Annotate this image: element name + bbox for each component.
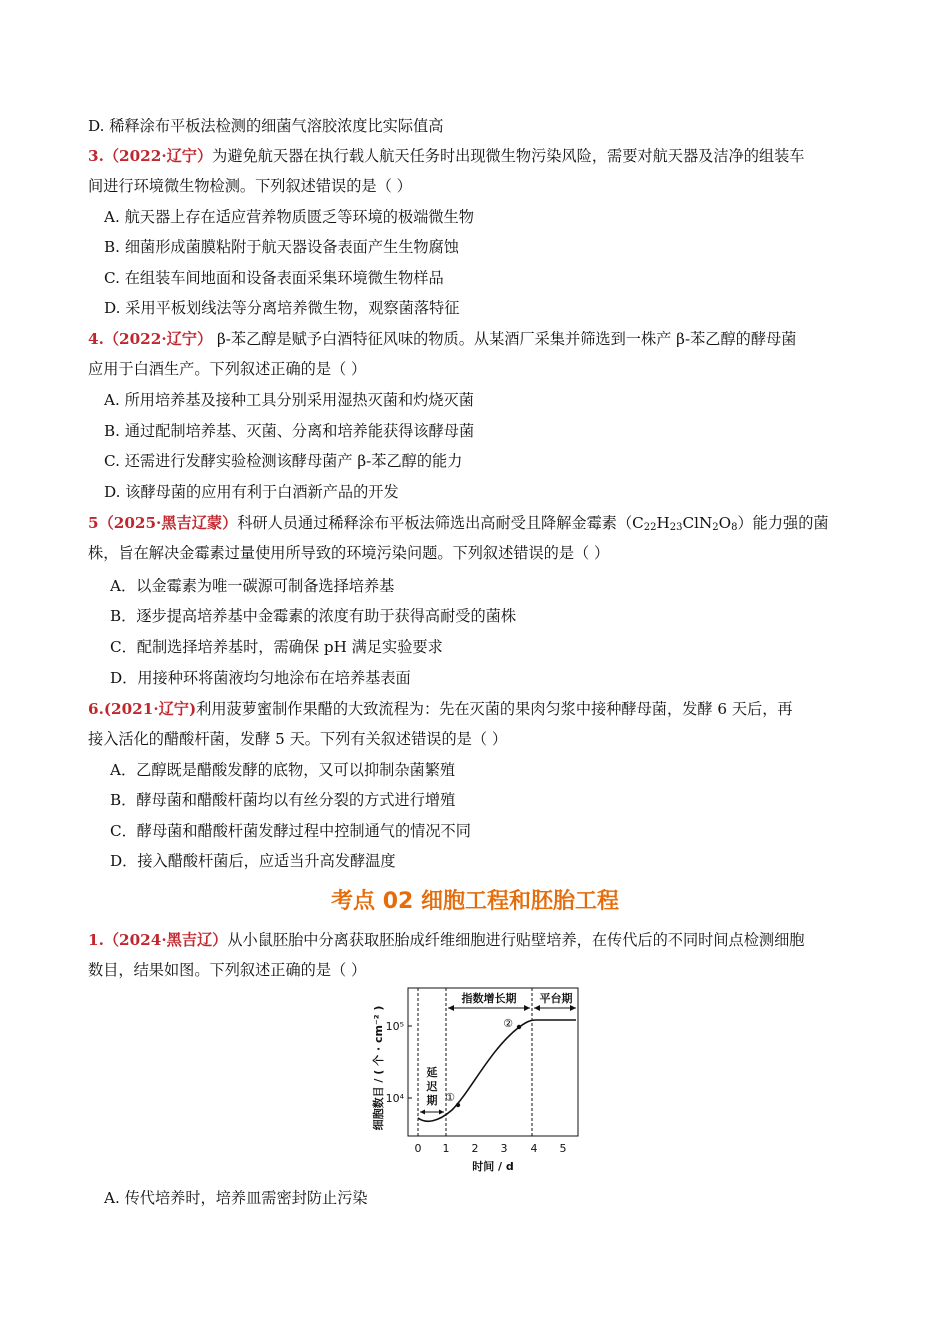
q5-option-d: D．用接种环将菌液均匀地涂布在培养基表面 (110, 669, 411, 687)
xtick-3: 3 (500, 1142, 508, 1155)
point-1-label: ① (445, 1091, 455, 1104)
q5-stem-line1: 5（2025·黑吉辽蒙）科研人员通过稀释涂布平板法筛选出高耐受且降解金霉素$(C_{22}H_{23}ClN_2O_8)$能力强的菌 (88, 514, 829, 533)
q3-stem-line1: 3.（2022·辽宁）为避免航天器在执行载人航天任务时出现微生物污染风险，需要对航天器及洁净的组装车 (88, 147, 805, 165)
cell-growth-figure (360, 980, 590, 1180)
plot-frame (408, 988, 578, 1136)
q3-stem-line2: 间进行环境微生物检测。下列叙述错误的是（ ） (88, 177, 412, 195)
point-2-marker (517, 1025, 521, 1029)
phase-plateau-label: 平台期 (539, 992, 573, 1005)
phase-lag-char-2: 迟 (426, 1080, 438, 1093)
ytick-low: 10⁴ (385, 1092, 404, 1105)
q3-option-c: C. 在组装车间地面和设备表面采集环境微生物样品 (104, 269, 444, 287)
q3-number: 3. (88, 147, 104, 165)
s2q1-source: （2024·黑吉辽） (103, 931, 228, 949)
s2q1-stem-line2: 数目，结果如图。下列叙述正确的是（ ） (88, 961, 367, 979)
figure-xlabel: 时间 / d (472, 1160, 514, 1173)
q6-option-a: A．乙醇既是醋酸发酵的底物，又可以抑制杂菌繁殖 (110, 761, 456, 779)
q4-option-b: B. 通过配制培养基、灭菌、分离和培养能获得该酵母菌 (104, 422, 475, 440)
s2q1-stem-line1: 1.（2024·黑吉辽）从小鼠胚胎中分离获取胚胎成纤维细胞进行贴壁培养，在传代后的不同时间点检测细胞 (88, 931, 805, 949)
q5-number: 5 (88, 514, 99, 532)
s2q1-number: 1. (88, 931, 104, 949)
q5-option-a: A．以金霉素为唯一碳源可制备选择培养基 (110, 577, 395, 595)
figure-ylabel: 细胞数目 / ( 个 · cm⁻² ) (372, 1005, 385, 1131)
q6-stem-line1: 6.(2021·辽宁)利用菠萝蜜制作果醋的大致流程为：先在灭菌的果肉匀浆中接种酵母菌，发酵 6 天后，再 (88, 700, 793, 718)
q6-stem-line2: 接入活化的醋酸杆菌，发酵 5 天。下列有关叙述错误的是（ ） (88, 730, 508, 748)
xtick-5: 5 (559, 1142, 567, 1155)
xtick-4: 4 (530, 1142, 538, 1155)
xtick-2: 2 (471, 1142, 479, 1155)
phase-exp-label: 指数增长期 (461, 992, 517, 1005)
q5-formula: $C_{22}H_{23}ClN_2O_8$ (632, 514, 738, 533)
phase-lag-arrowhead-left (420, 1110, 425, 1115)
q3-source: （2022·辽宁） (103, 147, 213, 165)
q5-option-b: B．逐步提高培养基中金霉素的浓度有助于获得高耐受的菌株 (110, 607, 517, 625)
q4-option-d: D. 该酵母菌的应用有利于白酒新产品的开发 (104, 483, 399, 501)
phase-lag-char-3: 期 (426, 1094, 438, 1107)
xtick-1: 1 (442, 1142, 450, 1155)
phase-exp-arrowhead-left (448, 1005, 454, 1011)
point-1-marker (456, 1103, 460, 1107)
q4-option-c: C. 还需进行发酵实验检测该酵母菌产 β-苯乙醇的能力 (104, 452, 463, 470)
x-axis-ticks (415, 1142, 567, 1155)
q2-option-d: D. 稀释涂布平板法检测的细菌气溶胶浓度比实际值高 (88, 117, 444, 135)
q5-option-c: C．配制选择培养基时，需确保 pH 满足实验要求 (110, 638, 443, 656)
q6-option-d: D．接入醋酸杆菌后，应适当升高发酵温度 (110, 852, 396, 870)
phase-plateau-arrowhead-left (534, 1005, 540, 1011)
section-title: 考点 02 细胞工程和胚胎工程 (331, 889, 619, 914)
q6-number: 6. (88, 700, 104, 718)
ytick-high: 10⁵ (385, 1020, 404, 1033)
q4-source: （2022·辽宁） (103, 330, 213, 348)
phase-lag-arrowhead-right (439, 1110, 444, 1115)
q3-option-a: A. 航天器上存在适应营养物质匮乏等环境的极端微生物 (104, 208, 474, 226)
q4-option-a: A. 所用培养基及接种工具分别采用湿热灭菌和灼烧灭菌 (104, 391, 474, 409)
q4-number: 4. (88, 330, 104, 348)
q5-stem-line2: 株，旨在解决金霉素过量使用所导致的环境污染问题。下列叙述错误的是（ ） (88, 544, 610, 562)
q4-stem-line1: 4.（2022·辽宁） β-苯乙醇是赋予白酒特征风味的物质。从某酒厂采集并筛选到一株产 β-苯乙醇的酵母菌 (88, 330, 797, 348)
q4-stem-line2: 应用于白酒生产。下列叙述正确的是（ ） (88, 360, 367, 378)
q3-option-b: B. 细菌形成菌膜粘附于航天器设备表面产生生物腐蚀 (104, 238, 459, 256)
phase-plateau-arrowhead-right (570, 1005, 576, 1011)
xtick-0: 0 (414, 1142, 422, 1155)
phase-exp-arrowhead-right (524, 1005, 530, 1011)
growth-curve (418, 1020, 576, 1121)
q3-option-d: D. 采用平板划线法等分离培养微生物，观察菌落特征 (104, 299, 460, 317)
phase-lag-char-1: 延 (426, 1066, 438, 1079)
point-2-label: ② (503, 1017, 513, 1030)
s2q1-option-a: A. 传代培养时，培养皿需密封防止污染 (104, 1189, 368, 1207)
q6-source: (2021·辽宁) (103, 700, 197, 718)
q6-option-b: B．酵母菌和醋酸杆菌均以有丝分裂的方式进行增殖 (110, 791, 456, 809)
q5-source: （2025·黑吉辽蒙） (98, 514, 238, 532)
q6-option-c: C．酵母菌和醋酸杆菌发酵过程中控制通气的情况不同 (110, 822, 471, 840)
